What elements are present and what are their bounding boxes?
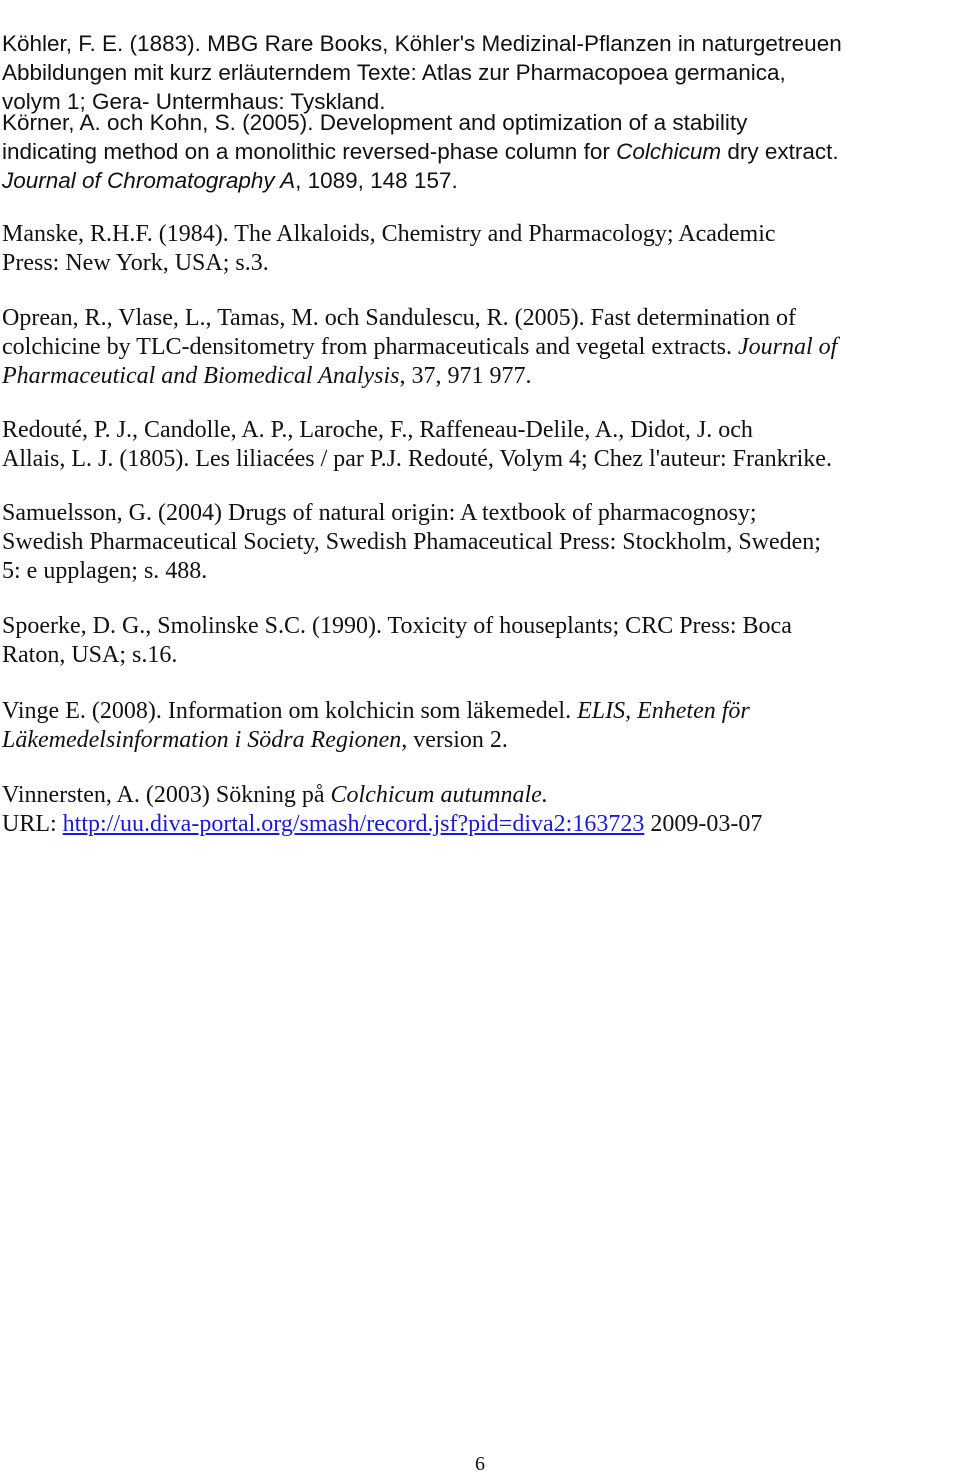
reference-text: Spoerke, D. G., Smolinske S.C. (1990). Toxicity of houseplants; CRC Press: Boca Raton, USA; s.16. [2,613,792,668]
reference-text: , 1089, 148 157. [295,168,458,193]
reference-text: Köhler, F. E. (1883). MBG Rare Books, Köhler's Medizinal-Pflanzen in naturgetreuen Abbildungen mit kurz erläuterndem Texte: Atlas zur Pharmacopoea germanica, volym 1; Gera- Untermhaus: Tyskland. [2,31,842,114]
species-name: Colchicum autumnale. [330,782,548,808]
page-number: 6 [475,1453,485,1475]
reference-text: dry extract. [727,139,839,164]
reference-text: Vinge E. (2008). Information om kolchicin som läkemedel. [2,698,578,724]
reference-kohler-1883 [2,0,958,116]
reference-korner-2005 [2,108,958,195]
reference-text: Manske, R.H.F. (1984). The Alkaloids, Chemistry and Pharmacology; Academic Press: New York, USA; s.3. [2,221,776,276]
reference-vinge-2008 [2,697,958,755]
reference-text: Vinnersten, A. (2003) Sökning på [2,782,331,808]
reference-text: version 2. [407,727,508,753]
reference-text: , 37, 971 977. [399,363,532,389]
reference-text: Oprean, R., Vlase, L., Tamas, M. och Sandulescu, R. (2005). Fast determination of colchicine by TLC-densitometry from pharmaceuticals and vegetal extracts. [2,305,796,360]
reference-url-link[interactable]: http://uu.diva-portal.org/smash/record.jsf?pid=diva2:163723 [62,811,645,837]
reference-italic-text: Colchicum [616,139,722,164]
journal-title: Journal of Pharmaceutical and Biomedical Analysis [2,334,838,389]
reference-samuelsson-2004 [2,499,958,586]
reference-text: Redouté, P. J., Candolle, A. P., Laroche, F., Raffeneau-Delile, A., Didot, J. och Allais, L. J. (1805). Les liliacées / par P.J. Redouté, Volym 4; Chez l'auteur: Frankrike. [2,417,832,472]
reference-text: Körner, A. och Kohn, S. (2005). Development and optimization of a stability indicating method on a monolithic reversed-phase column for [2,110,748,164]
journal-title: Journal of Chromatography A [2,168,296,193]
source-title: ELIS, Enheten för Läkemedelsinformation i Södra Regionen, [2,698,750,753]
access-date: 2009-03-07 [644,811,763,837]
reference-text: Samuelsson, G. (2004) Drugs of natural origin: A textbook of pharmacognosy; Swedish Pharmaceutical Society, Swedish Phamaceutical Press: Stockholm, Sweden; 5: e upplagen; s. 488. [2,500,821,584]
reference-vinnersten-2003 [2,781,958,839]
reference-spoerke-1990 [2,612,958,670]
reference-redoute-1805 [2,416,958,474]
reference-text: URL: [2,811,57,837]
reference-oprean-2005 [2,304,958,391]
reference-manske-1984 [2,220,958,278]
